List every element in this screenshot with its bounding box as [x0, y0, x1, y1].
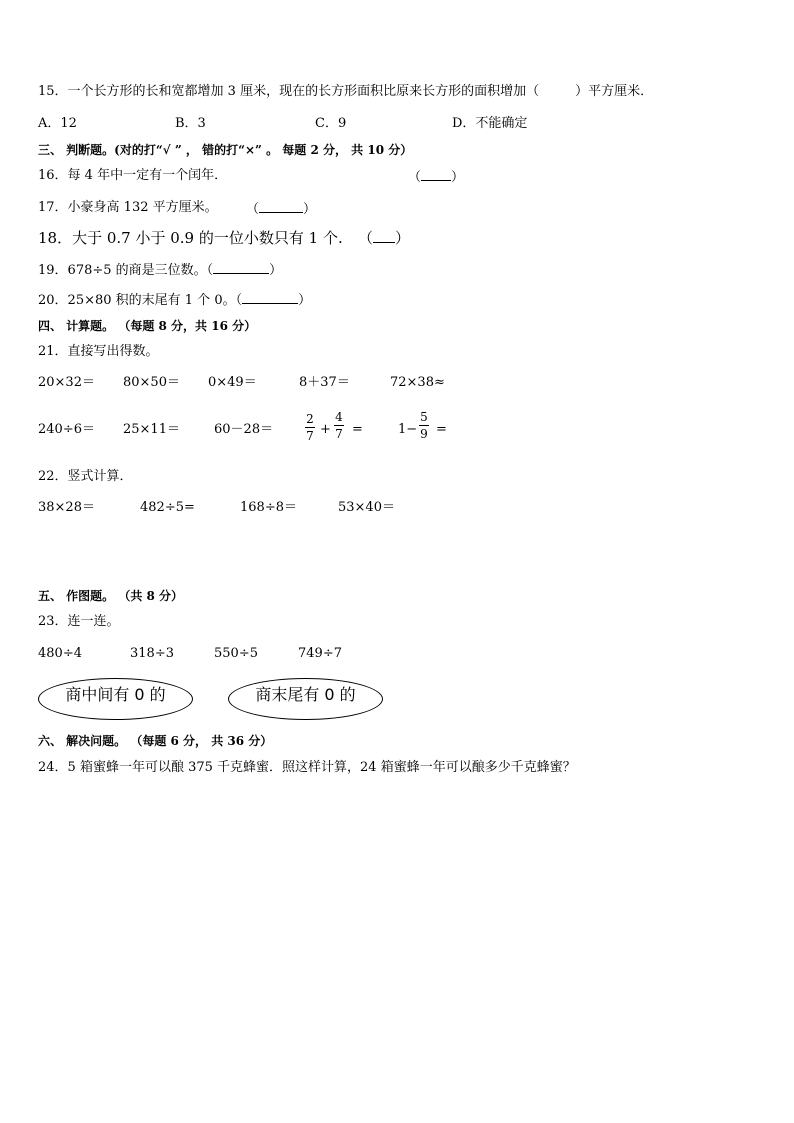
- question-19-text: 19．678÷5 的商是三位数。（: [38, 263, 214, 278]
- match-item: 480÷4: [38, 646, 82, 661]
- section-5-title: 五、 作图题。 （共 8 分）: [38, 589, 184, 603]
- oval-end-zero: [228, 678, 383, 720]
- question-19: [38, 261, 282, 279]
- vertical-calc-item: 482÷5=: [140, 500, 195, 515]
- question-15-text: 15．一个长方形的长和宽都增加 3 厘米，现在的长方形面积比原来长方形的面积增加（: [38, 84, 540, 99]
- match-item: 749÷7: [298, 646, 342, 661]
- numerator: 5: [420, 410, 428, 424]
- match-item: 550÷5: [214, 646, 258, 661]
- option-b: B．3: [175, 116, 206, 131]
- denominator: 9: [420, 427, 428, 441]
- paren-open: （: [358, 229, 374, 247]
- paren-close: ）: [395, 229, 411, 247]
- oval-label: 商末尾有 0 的: [255, 685, 356, 704]
- calc-item: 25×11＝: [123, 422, 180, 437]
- section-3-title: 三、 判断题。(对的打“√ ” ， 错的打“×” 。 每题 2 分， 共 10 分）: [38, 143, 413, 157]
- answer-blank: [421, 168, 451, 181]
- question-17-text: 17．小豪身高 132 平方厘米。: [38, 200, 218, 215]
- calc-item: 80×50＝: [123, 375, 180, 390]
- one-minus: 1−: [398, 422, 418, 437]
- paren-close: ）: [303, 202, 317, 217]
- paren-close: ）: [269, 263, 283, 278]
- plus-sign: +: [320, 422, 331, 437]
- answer-blank: [373, 230, 395, 243]
- calc-item: 8＋37＝: [299, 375, 350, 390]
- option-a: A．12: [38, 116, 77, 131]
- paren-close: ）: [298, 293, 312, 308]
- question-24-text: 24．5 箱蜜蜂一年可以酿 375 千克蜂蜜．照这样计算，24 箱蜜蜂一年可以酿多少千克蜂蜜？: [38, 760, 576, 775]
- fraction-5-9: [419, 410, 429, 441]
- answer-blank: [259, 200, 303, 213]
- equals-sign: =: [352, 422, 363, 437]
- paren-close: ）: [451, 170, 465, 185]
- vertical-calc-item: 53×40＝: [338, 500, 395, 515]
- calc-item: 20×32＝: [38, 375, 95, 390]
- question-20-text: 20．25×80 积的末尾有 1 个 0。（: [38, 293, 243, 308]
- denominator: 7: [335, 427, 343, 441]
- option-d: D．不能确定: [452, 116, 528, 131]
- question-21-title: 21．直接写出得数。: [38, 344, 159, 359]
- question-17-answer: [246, 200, 316, 218]
- option-c: C．9: [315, 116, 347, 131]
- question-15-tail: ）平方厘米．: [575, 84, 654, 99]
- section-4-title: 四、 计算题。 （每题 8 分，共 16 分）: [38, 319, 257, 333]
- section-6-title: 六、 解决问题。 （每题 6 分， 共 36 分）: [38, 734, 273, 748]
- calc-item: 240÷6＝: [38, 422, 95, 437]
- question-15: [38, 84, 653, 100]
- vertical-calc-item: 168÷8＝: [240, 500, 297, 515]
- calc-item: 60－28＝: [214, 422, 274, 437]
- question-22-title: 22．竖式计算．: [38, 469, 133, 484]
- answer-blank: [213, 261, 269, 274]
- oval-middle-zero: [38, 678, 193, 720]
- calc-item: 72×38≈: [390, 375, 445, 390]
- answer-blank: [242, 291, 298, 304]
- question-16-text: 16．每 4 年中一定有一个闰年．: [38, 168, 228, 183]
- paren-open: （: [408, 170, 422, 185]
- denominator: 7: [306, 429, 314, 443]
- oval-label: 商中间有 0 的: [65, 685, 166, 704]
- question-18-text: 18．大于 0.7 小于 0.9 的一位小数只有 1 个.: [38, 229, 343, 247]
- question-20: [38, 291, 311, 309]
- fraction-4-7: [334, 410, 344, 441]
- equals-sign: =: [436, 422, 447, 437]
- question-16-answer: [408, 168, 464, 186]
- question-23-title: 23．连一连。: [38, 614, 120, 629]
- numerator: 4: [335, 410, 343, 424]
- paren-open: （: [246, 202, 260, 217]
- question-18-answer: [358, 230, 410, 246]
- vertical-calc-item: 38×28＝: [38, 500, 95, 515]
- numerator: 2: [306, 412, 314, 426]
- fraction-2-7: [305, 412, 315, 443]
- match-item: 318÷3: [130, 646, 174, 661]
- calc-item: 0×49＝: [208, 375, 257, 390]
